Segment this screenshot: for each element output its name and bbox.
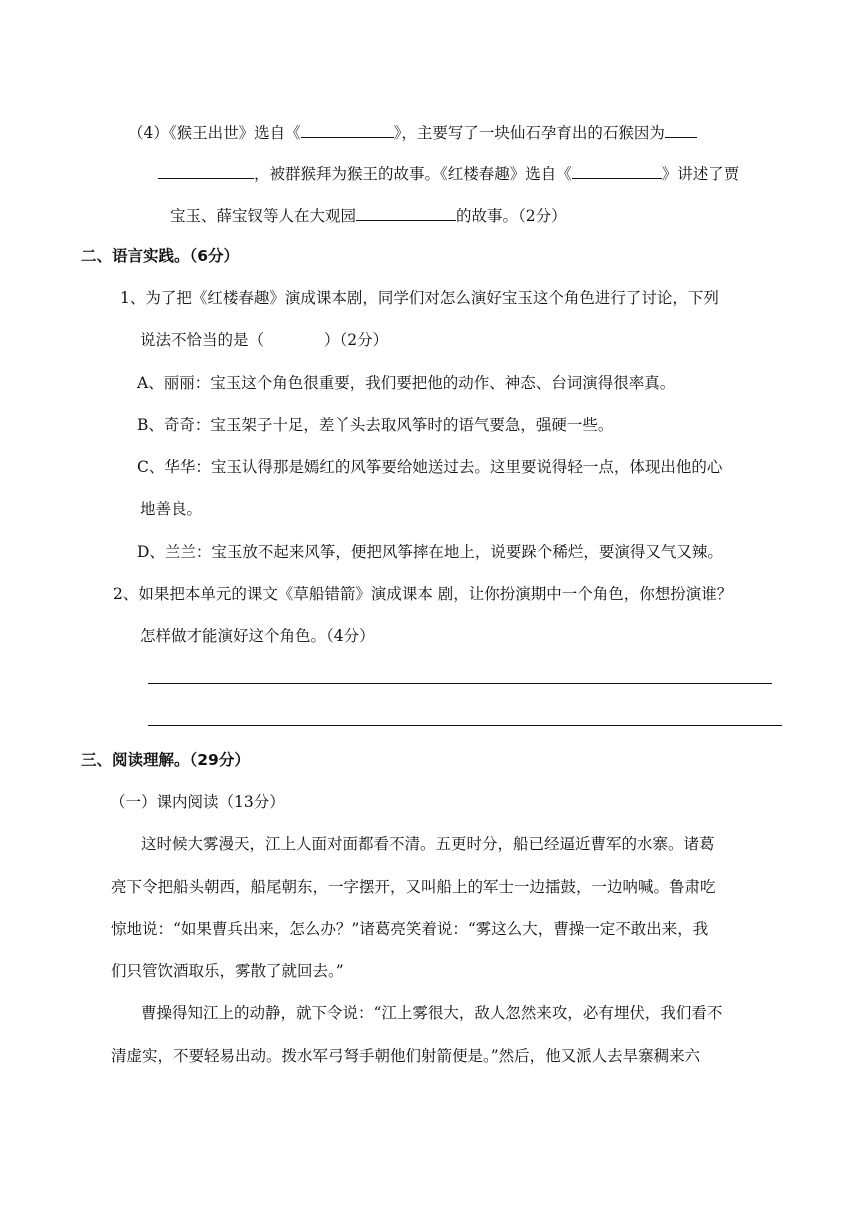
option-b: B、奇奇：宝玉架子十足，差丫头去取风筝时的语气要急，强硬一些。 xyxy=(137,416,614,434)
question-text: 2、如果把本单元的课文《草船错箭》演成课本 剧，让你扮演期中一个角色，你想扮演谁？ xyxy=(113,585,733,603)
option-a: A、丽丽：宝玉这个角色很重要，我们要把他的动作、神态、台词演得很率真。 xyxy=(137,374,676,392)
q4-text: 宝玉、薛宝钗等人在大观园 xyxy=(170,207,357,225)
subsection-heading: （一）课内阅读（13分） xyxy=(110,793,285,811)
answer-blank[interactable] xyxy=(301,121,394,138)
option-c: C、华华：宝玉认得那是嫣红的风筝要给她送过去。这里要说得轻一点，体现出他的心 xyxy=(137,458,723,476)
question-text-part: 说法不恰当的是（ xyxy=(140,331,265,349)
q4-text: ，被群猴拜为猴王的故事。《红楼春趣》选自《 xyxy=(254,165,572,183)
passage-line: 亮下令把船头朝西，船尾朝东，一字摆开，又叫船上的军士一边擂鼓，一边呐喊。鲁肃吃 xyxy=(111,878,716,896)
passage-line: 们只管饮酒取乐，雾散了就回去。” xyxy=(111,962,344,980)
answer-blank[interactable] xyxy=(665,121,697,138)
passage-line: 这时候大雾漫天，江上人面对面都看不清。五更时分，船已经逼近曹军的水寨。诸葛 xyxy=(141,835,715,853)
option-d: D、兰兰：宝玉放不起来风筝，便把风筝摔在地上，说要跺个稀烂，要演得又气又辣。 xyxy=(137,543,723,561)
answer-line[interactable] xyxy=(148,683,772,684)
question-text-part: ）（2分） xyxy=(324,331,389,349)
q4-line-3 xyxy=(170,204,567,227)
passage-line: 惊地说：“如果曹兵出来，怎么办？”诸葛亮笑着说：“雾这么大，曹操一定不敢出来，我 xyxy=(111,920,709,938)
section-heading: 三、阅读理解。（29分） xyxy=(81,751,250,769)
answer-blank[interactable] xyxy=(572,162,662,179)
question-text xyxy=(140,329,388,351)
q4-text: 的故事。（2分） xyxy=(456,207,567,225)
question-text: 怎样做才能演好这个角色。（4分） xyxy=(140,627,375,645)
answer-line[interactable] xyxy=(148,725,782,726)
q4-text: （4）《猴王出世》选自《 xyxy=(128,124,301,142)
q4-text: 》讲述了贾 xyxy=(661,165,740,183)
answer-blank[interactable] xyxy=(356,204,456,221)
section-heading: 二、语言实践。（6分） xyxy=(81,247,240,265)
q4-text: 》，主要写了一块仙石孕育出的石猴因为 xyxy=(393,124,665,142)
q4-line-2 xyxy=(158,162,739,185)
passage-line: 清虚实，不要轻易出动。拨水军弓弩手朝他们射箭便是。”然后，他又派人去旱寨稠来六 xyxy=(111,1047,701,1065)
answer-blank[interactable] xyxy=(158,162,254,179)
option-c-cont: 地善良。 xyxy=(140,500,203,518)
question-text: 1、为了把《红楼春趣》演成课本剧，同学们对怎么演好宝玉这个角色进行了讨论，下列 xyxy=(120,289,719,307)
q4-line-1 xyxy=(128,121,697,144)
passage-line: 曹操得知江上的动静，就下令说：“江上雾很大，敌人忽然来攻，必有埋伏，我们看不 xyxy=(141,1004,723,1022)
